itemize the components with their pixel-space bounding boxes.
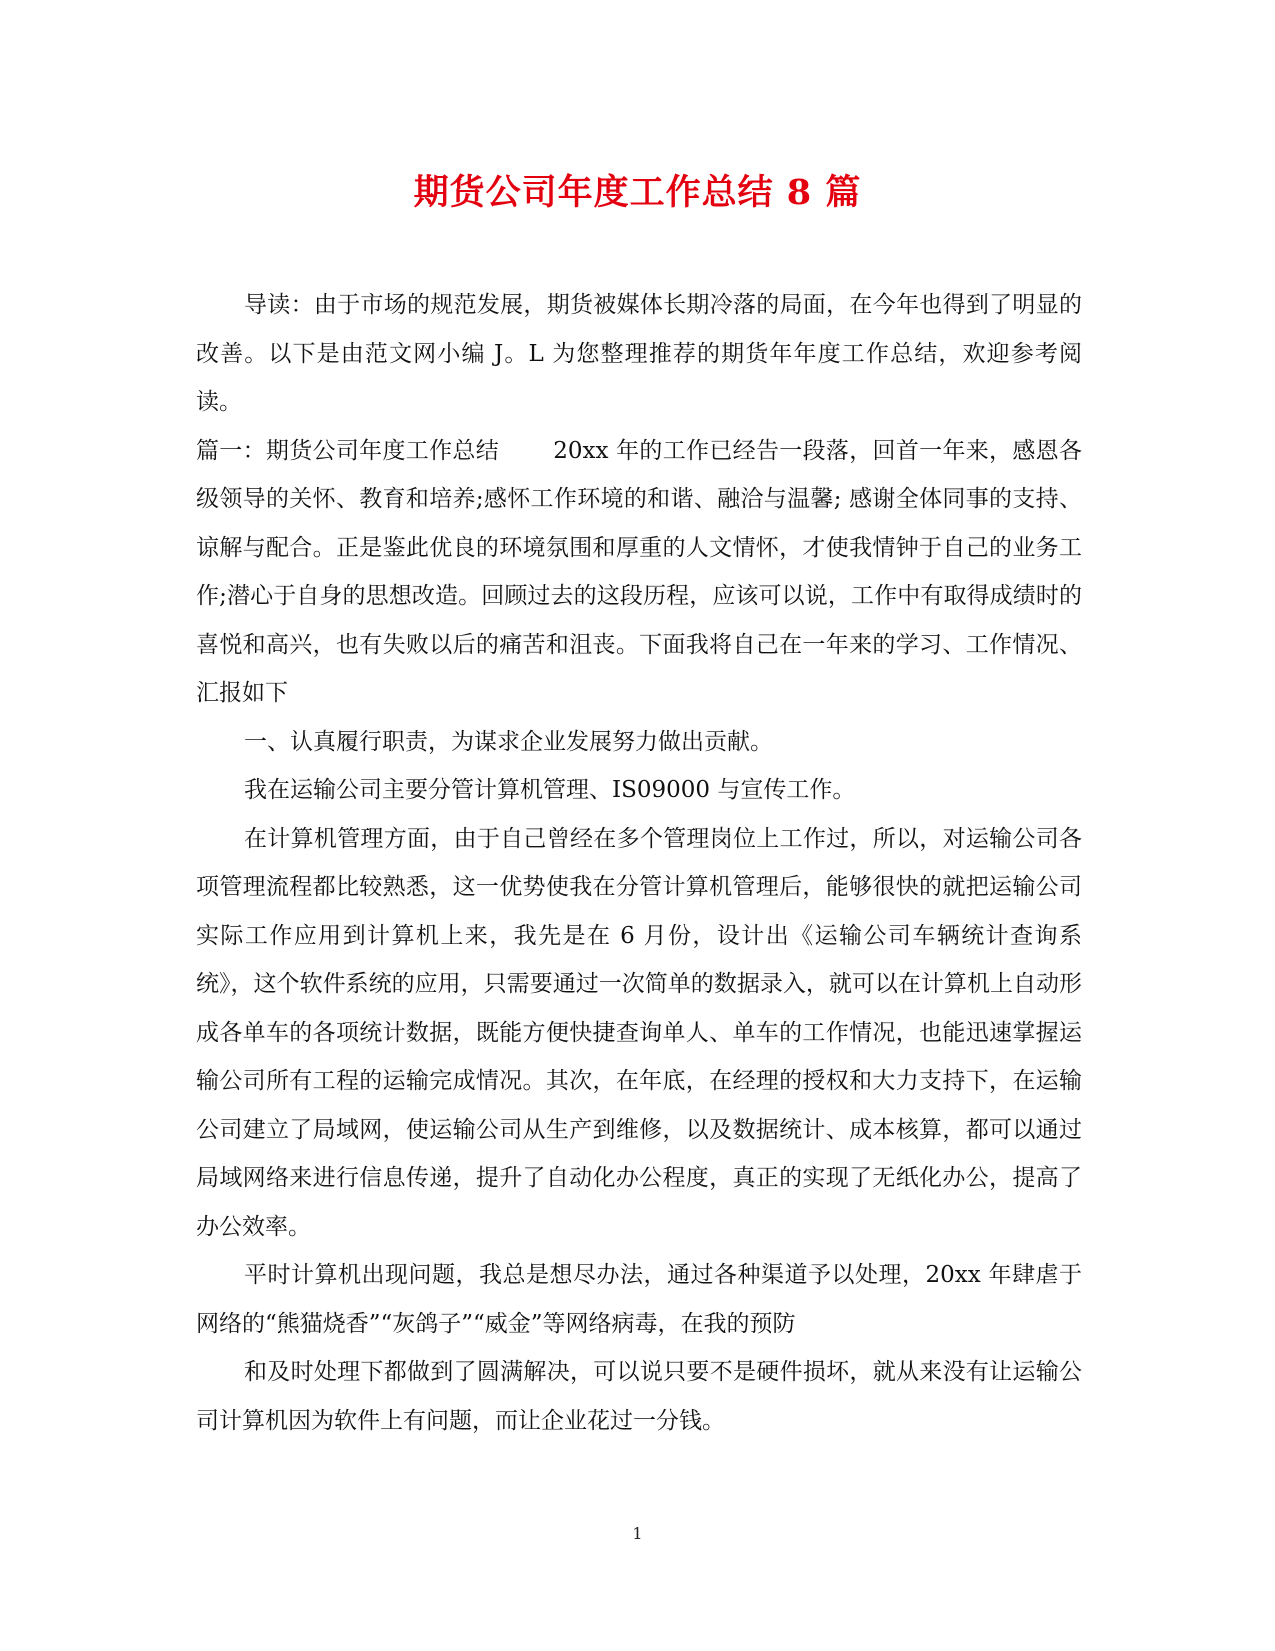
virus-paragraph: 平时计算机出现问题，我总是想尽办法，通过各种渠道予以处理，20xx 年肆虐于网络的“熊猫烧香”“灰鸽子”“威金”等网络病毒，在我的预防 bbox=[196, 1262, 1082, 1337]
resolution-paragraph: 和及时处理下都做到了圆满解决，可以说只要不是硬件损坏，就从来没有让运输公司计算机因为软件上有问题，而让企业花过一分钱。 bbox=[196, 1359, 1082, 1434]
section-heading: 一、认真履行职责，为谋求企业发展努力做出贡献。 bbox=[244, 728, 773, 755]
responsibility-paragraph: 我在运输公司主要分管计算机管理、IS09000 与宣传工作。 bbox=[244, 777, 856, 803]
document-body bbox=[196, 281, 1082, 1445]
computer-management-paragraph: 在计算机管理方面，由于自己曾经在多个管理岗位上工作过，所以，对运输公司各项管理流程都比较熟悉，这一优势使我在分管计算机管理后，能够很快的就把运输公司实际工作应用到计算机上来，我先是在 6 月份，设计出《运输公司车辆统计查询系统》，这个软件系统的应用，只需要通过一次简单的数据录入，就可以在计算机上自动形成各单车的各项统计数据，既能方便快捷查询单人、单车的工作情况，也能迅速掌握运输公司所有工程的运输完成情况。其次，在年底，在经理的授权和大力支持下，在运输公司建立了局域网，使运输公司从生产到维修，以及数据统计、成本核算，都可以通过局域网络来进行信息传递，提升了自动化办公程度，真正的实现了无纸化办公，提高了办公效率。 bbox=[196, 825, 1082, 1240]
intro-paragraph: 导读：由于市场的规范发展，期货被媒体长期冷落的局面，在今年也得到了明显的改善。以下是由范文网小编 J。L 为您整理推荐的期货年年度工作总结，欢迎参考阅读。 bbox=[196, 292, 1082, 415]
page-number: 1 bbox=[632, 1524, 643, 1543]
document-title: 期货公司年度工作总结 8 篇 bbox=[413, 172, 862, 213]
chapter-one-paragraph: 篇一：期货公司年度工作总结 20xx 年的工作已经告一段落，回首一年来，感恩各级领导的关怀、教育和培养;感怀工作环境的和谐、融洽与温馨; 感谢全体同事的支持、谅解与配合。正是鉴此优良的环境氛围和厚重的人文情怀，才使我情钟于自己的业务工作;潜心于自身的思想改造。回顾过去的这段历程，应该可以说，工作中有取得成绩时的喜悦和高兴，也有失败以后的痛苦和沮丧。下面我将自己在一年来的学习、工作情况、汇报如下 bbox=[196, 437, 1082, 706]
